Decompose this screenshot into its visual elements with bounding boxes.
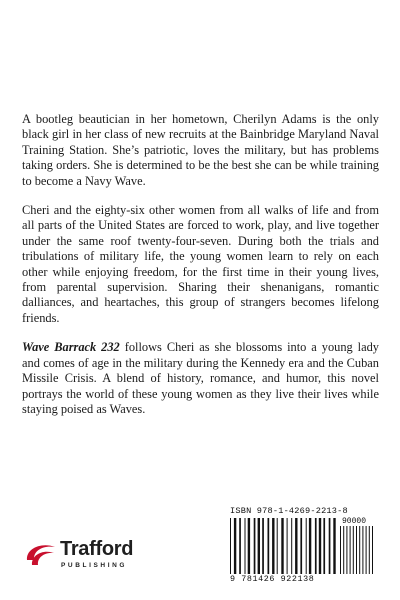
barcode-addon-bars	[340, 526, 376, 574]
barcode-bar	[343, 526, 344, 574]
barcode-bar	[353, 526, 354, 574]
barcode-bar	[268, 518, 270, 574]
barcode-bar	[254, 518, 256, 574]
barcode-addon-number: 90000	[342, 517, 367, 526]
barcode-bar	[277, 518, 278, 574]
barcode-bar	[239, 518, 241, 574]
barcode-bar	[329, 518, 331, 574]
barcode-bar	[281, 518, 283, 574]
barcode-bar	[230, 518, 231, 574]
barcode-bar	[300, 518, 302, 574]
barcode-bar	[333, 518, 335, 574]
barcode-bar	[362, 526, 363, 574]
book-title: Wave Barrack 232	[22, 340, 120, 355]
blurb-paragraph-1: A bootleg beautician in her hometown, Cherilyn Adams is the only black girl in her class of new recruits at the Bainbridge Maryland Naval Training Station. She’s patriotic, loves the military, but has problems taking orders. She is determined to be the best she can be while training to become a Navy Wave.	[22, 112, 379, 188]
barcode-bar	[340, 526, 341, 574]
trafford-swoosh-icon	[24, 540, 58, 570]
barcode-bar	[234, 518, 236, 574]
barcode-main-bars	[230, 518, 336, 574]
publisher-subtitle: PUBLISHING	[61, 562, 128, 569]
barcode-bar	[372, 526, 373, 574]
barcode-bar	[356, 526, 357, 574]
barcode-bar	[359, 526, 360, 574]
isbn-barcode	[226, 506, 380, 586]
barcode-bar	[291, 518, 292, 574]
barcode-bar	[258, 518, 260, 574]
barcode-bar	[248, 518, 250, 574]
barcode-bar	[272, 518, 274, 574]
barcode-bar	[323, 518, 325, 574]
barcode-bar	[245, 518, 246, 574]
blurb-paragraph-3	[22, 340, 379, 417]
barcode-bar	[287, 518, 288, 574]
barcode-bar	[306, 518, 307, 574]
barcode-bar	[350, 526, 351, 574]
barcode-number: 9 781426 922138	[230, 574, 315, 584]
barcode-bar	[309, 518, 311, 574]
isbn-text: ISBN 978-1-4269-2213-8	[230, 506, 348, 516]
blurb-paragraph-3-text: follows Cheri as she blossoms into a young lady and comes of age in the military during the Kennedy era and the Cuban Missile Crisis. A blend of history, romance, and humor, this novel portrays the world of these young women as they live their lives while staying poised as Waves.	[22, 340, 379, 416]
barcode-bar	[315, 518, 317, 574]
publisher-logo	[24, 538, 154, 574]
barcode-bar	[295, 518, 297, 574]
publisher-name: Trafford	[60, 538, 134, 560]
blurb-paragraph-2: Cheri and the eighty-six other women from all walks of life and from all parts of the United States are forced to work, play, and live together under the same roof twenty-four-seven. During both the trials and tribulations of military life, the young women learn to rely on each other while enjoying freedom, for the first time in their young lives, from parental supervision. Sharing their shenanigans, romantic dalliances, and heartaches, this group of strangers becomes lifelong friends.	[22, 203, 379, 325]
back-cover-blurb	[22, 112, 379, 431]
barcode-bar	[369, 526, 370, 574]
barcode-bar	[366, 526, 367, 574]
barcode-bar	[346, 526, 347, 574]
barcode-bar	[262, 518, 264, 574]
barcode-bar	[319, 518, 321, 574]
